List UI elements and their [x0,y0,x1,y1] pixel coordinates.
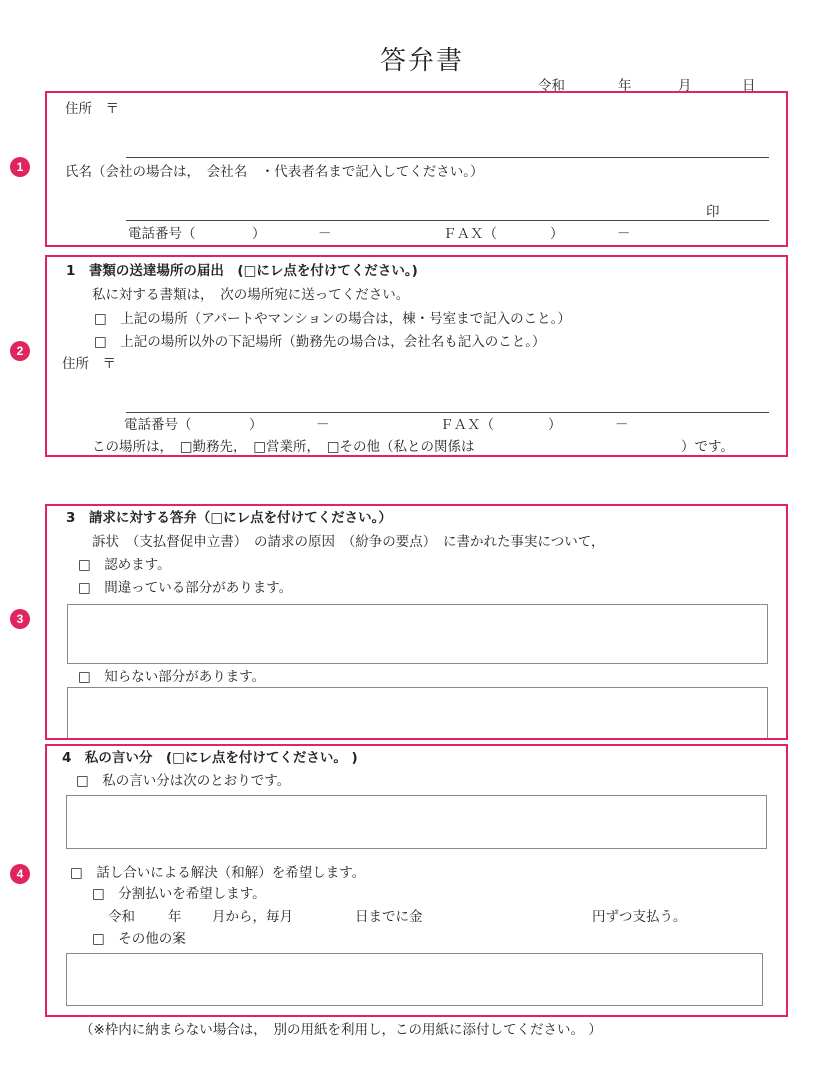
service-place-type[interactable]: この場所は， □勤務先， □営業所， □その他（私との関係は [92,439,475,455]
date-day: 日 [742,78,756,94]
service-place-end: ）です。 [681,439,734,455]
statement-details-field[interactable] [66,795,767,849]
date-era: 令和 [538,78,565,94]
service-phone-close: ） [249,417,263,433]
installment-year: 年 [168,909,182,925]
service-address-heading: 1 書類の送達場所の届出 (□にレ点を付けてください。) [66,263,418,279]
other-proposal-field[interactable] [66,953,763,1006]
section-badge-2: 2 [10,341,30,361]
respondent-phone-close: ） [252,226,266,242]
service-fax-label: ＦＡＸ（ [440,417,494,433]
service-option-other-address[interactable]: □ 上記の場所以外の下記場所（勤務先の場合は，会社名も記入のこと。） [94,334,546,350]
respondent-fax-dash: － [617,226,631,242]
settlement-option-installment[interactable]: □ 分割払いを希望します。 [92,886,266,902]
statement-option-settlement[interactable]: □ 話し合いによる解決（和解）を希望します。 [70,865,366,881]
answer-intro: 訴状 （支払督促申立書） の請求の原因 （紛争の要点） に書かれた事実について， [92,534,605,550]
document-title: 答弁書 [380,46,465,76]
incorrect-details-field[interactable] [67,604,768,664]
installment-month-from: 月から，毎月 [212,909,293,925]
answer-option-incorrect[interactable]: □ 間違っている部分があります。 [78,580,293,596]
service-phone-label: 電話番号（ [124,417,192,433]
service-phone-dash: － [316,417,330,433]
respondent-phone-dash: － [318,226,332,242]
respondent-name-label: 氏名（会社の場合は， 会社名 ・代表者名まで記入してください。） [65,164,484,180]
service-address-label: 住所 〒 [62,356,116,372]
answer-heading: 3 請求に対する答弁（□にレ点を付けてください。） [66,510,392,526]
service-address-intro: 私に対する書類は， 次の場所宛に送ってください。 [92,287,410,303]
statement-option-claim[interactable]: □ 私の言い分は次のとおりです。 [76,773,291,789]
section-badge-4: 4 [10,864,30,884]
respondent-fax-close: ） [550,226,564,242]
respondent-address-field[interactable] [126,157,769,158]
date-year: 年 [618,78,632,94]
section-badge-3: 3 [10,609,30,629]
respondent-phone-label: 電話番号（ [128,226,196,242]
footer-note: （※枠内に納まらない場合は， 別の用紙を利用し，この用紙に添付してください。 ） [80,1022,602,1038]
service-address-field[interactable] [126,412,769,413]
section-badge-1: 1 [10,157,30,177]
date-month: 月 [678,78,692,94]
respondent-name-field[interactable] [126,220,769,221]
answer-option-admit[interactable]: □ 認めます。 [78,557,171,573]
service-option-above-address[interactable]: □ 上記の場所（アパートやマンションの場合は，棟・号室まで記入のこと。） [94,311,571,327]
settlement-option-other[interactable]: □ その他の案 [92,931,186,947]
respondent-address-label: 住所 〒 [65,101,119,117]
installment-day-until: 日までに金 [355,909,423,925]
answer-option-unknown[interactable]: □ 知らない部分があります。 [78,669,266,685]
service-fax-close: ） [548,417,562,433]
statement-heading: 4 私の言い分 (□にレ点を付けてください。 ) [62,750,358,766]
service-fax-dash: － [615,417,629,433]
unknown-details-field[interactable] [67,687,768,738]
installment-era: 令和 [108,909,135,925]
installment-yen-each: 円ずつ支払う。 [592,909,687,925]
seal-mark: 印 [706,204,720,220]
respondent-fax-label: ＦＡＸ（ [443,226,497,242]
